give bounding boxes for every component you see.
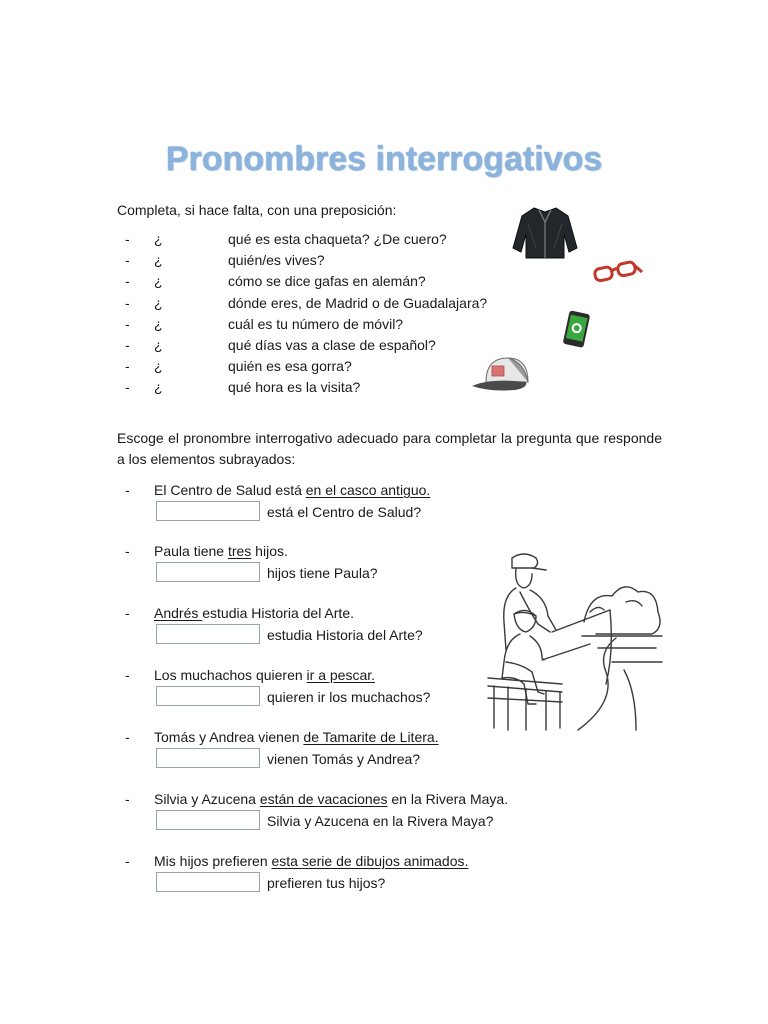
list-item: - ¿ quién/es vives? bbox=[125, 252, 325, 269]
fishing-illustration bbox=[486, 552, 664, 732]
answer-input[interactable] bbox=[156, 686, 260, 706]
phone-icon bbox=[560, 310, 592, 348]
glasses-icon bbox=[592, 258, 644, 288]
instruction-2: Escoge el pronombre interrogativo adecuado para completar la pregunta que responde a los elementos subrayados: bbox=[117, 430, 662, 467]
underlined-phrase: tres bbox=[227, 543, 252, 559]
cap-icon bbox=[470, 352, 534, 398]
answer-input[interactable] bbox=[156, 501, 260, 521]
list-item: - ¿ qué hora es la visita? bbox=[125, 379, 361, 396]
list-item: - ¿ cómo se dice gafas en alemán? bbox=[125, 273, 426, 290]
underlined-phrase: están de vacaciones bbox=[259, 791, 388, 807]
underlined-phrase: ir a pescar. bbox=[306, 667, 376, 683]
answer-input[interactable] bbox=[156, 810, 260, 830]
answer-input[interactable] bbox=[156, 872, 260, 892]
list-item: - ¿ qué es esta chaqueta? ¿De cuero? bbox=[125, 231, 447, 247]
answer-input[interactable] bbox=[156, 562, 260, 582]
underlined-phrase: de Tamarite de Litera. bbox=[303, 729, 439, 745]
answer-input[interactable] bbox=[156, 748, 260, 768]
list-item: - ¿ quién es esa gorra? bbox=[125, 358, 352, 375]
page-title: Pronombres interrogativos bbox=[165, 140, 603, 178]
instruction-1: Completa, si hace falta, con una preposición: bbox=[117, 202, 397, 218]
jacket-icon bbox=[512, 204, 578, 260]
list-item: - ¿ dónde eres, de Madrid o de Guadalajara? bbox=[125, 294, 488, 311]
underlined-phrase: esta serie de dibujos animados. bbox=[271, 853, 469, 869]
answer-input[interactable] bbox=[156, 624, 260, 644]
underlined-phrase: Andrés bbox=[154, 605, 203, 621]
underlined-phrase: en el casco antiguo. bbox=[305, 482, 431, 498]
list-item: - ¿ cuál es tu número de móvil? bbox=[125, 315, 404, 332]
list-item: - ¿ qué días vas a clase de español? bbox=[125, 336, 436, 353]
